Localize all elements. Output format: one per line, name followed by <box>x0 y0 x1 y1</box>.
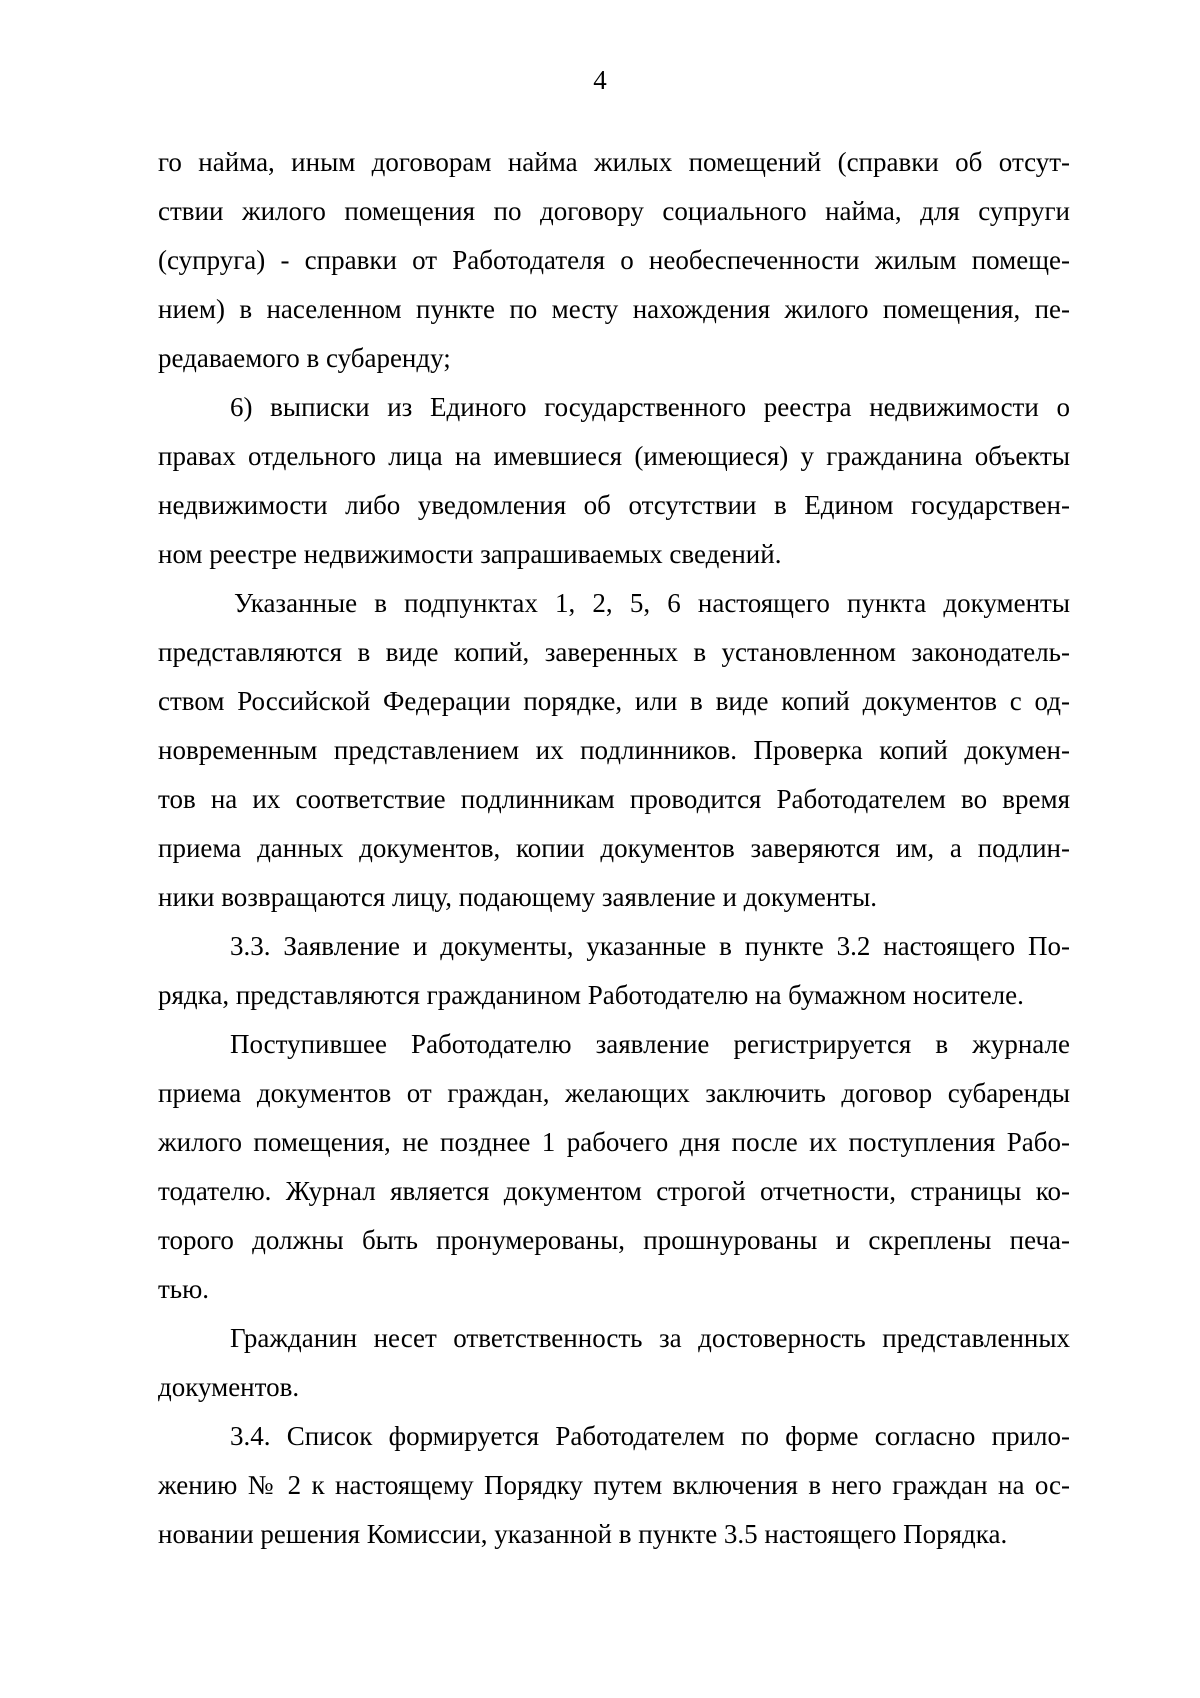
text-line: правах отдельного лица на имевшиеся (имеющиеся) у гражданина объекты <box>158 441 1070 471</box>
text-line: документов. <box>158 1372 300 1402</box>
paragraph-responsibility <box>158 1314 1070 1412</box>
text-line: жению № 2 к настоящему Порядку путем включения в него граждан на ос- <box>158 1470 1070 1500</box>
text-line: представляются в виде копий, заверенных в установленном законодатель- <box>158 637 1070 667</box>
text-line: жилого помещения, не позднее 1 рабочего дня после их поступления Рабо- <box>158 1127 1070 1157</box>
paragraph-item-6 <box>158 383 1070 579</box>
paragraph-registration <box>158 1020 1070 1314</box>
text-line: 3.4. Список формируется Работодателем по форме согласно прило- <box>230 1421 1070 1451</box>
text-line: приема документов от граждан, желающих заключить договор субаренды <box>158 1078 1070 1108</box>
text-line: рядка, представляются гражданином Работодателю на бумажном носителе. <box>158 980 1024 1010</box>
paragraph-3-3 <box>158 922 1070 1020</box>
text-line: тодателю. Журнал является документом строгой отчетности, страницы ко- <box>158 1176 1070 1206</box>
text-line: Гражданин несет ответственность за достоверность представленных <box>230 1323 1070 1353</box>
text-line: ники возвращаются лицу, подающему заявление и документы. <box>158 882 877 912</box>
text-line: торого должны быть пронумерованы, прошнурованы и скреплены печа- <box>158 1225 1070 1255</box>
text-line: го найма, иным договорам найма жилых помещений (справки об отсут- <box>158 147 1070 177</box>
text-line: редаваемого в субаренду; <box>158 343 451 373</box>
text-line: новременным представлением их подлинников. Проверка копий докумен- <box>158 735 1070 765</box>
text-line: 3.3. Заявление и документы, указанные в пункте 3.2 настоящего По- <box>230 931 1070 961</box>
text-line: недвижимости либо уведомления об отсутствии в Едином государствен- <box>158 490 1070 520</box>
text-line: ном реестре недвижимости запрашиваемых сведений. <box>158 539 782 569</box>
text-line: нием) в населенном пункте по месту нахождения жилого помещения, пе- <box>158 294 1070 324</box>
text-line: Указанные в подпунктах 1, 2, 5, 6 настоящего пункта документы <box>234 588 1070 618</box>
page-number: 4 <box>593 65 607 95</box>
paragraph-3-4 <box>158 1412 1070 1559</box>
text-line: (супруга) - справки от Работодателя о необеспеченности жилым помеще- <box>158 245 1070 275</box>
text-line: новании решения Комиссии, указанной в пункте 3.5 настоящего Порядка. <box>158 1519 1008 1549</box>
document-body <box>158 138 1070 1559</box>
text-line: тью. <box>158 1274 210 1304</box>
paragraph-documents-copies <box>158 579 1070 922</box>
text-line: приема данных документов, копии документов заверяются им, а подлин- <box>158 833 1070 863</box>
text-line: ствии жилого помещения по договору социального найма, для супруги <box>158 196 1070 226</box>
text-line: ством Российской Федерации порядке, или в виде копий документов с од- <box>158 686 1070 716</box>
text-line: тов на их соответствие подлинникам проводится Работодателем во время <box>158 784 1070 814</box>
paragraph-continuation <box>158 138 1070 383</box>
text-line: 6) выписки из Единого государственного реестра недвижимости о <box>230 392 1070 422</box>
text-line: Поступившее Работодателю заявление регистрируется в журнале <box>230 1029 1070 1059</box>
